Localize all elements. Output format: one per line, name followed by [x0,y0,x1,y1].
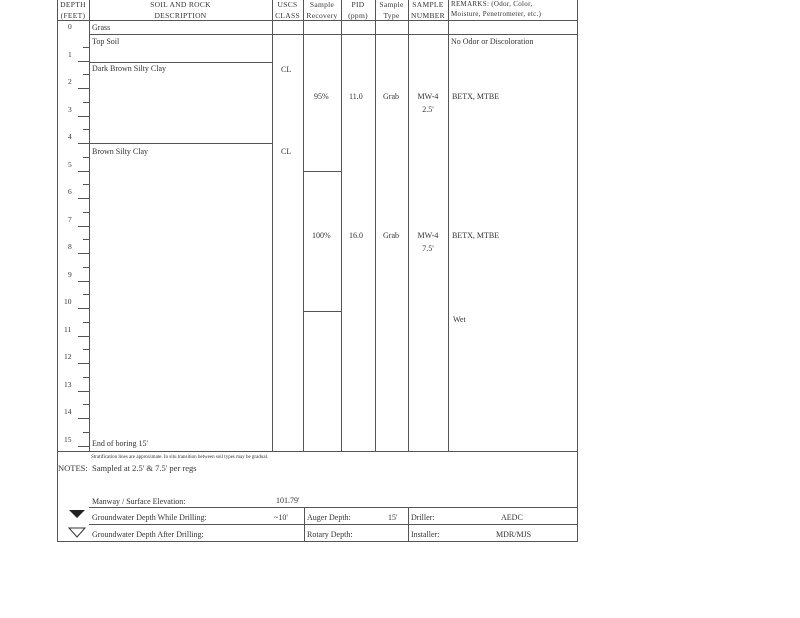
depth-label: 14 [64,407,72,416]
depth-tick-major [78,171,89,172]
depth-tick-minor [83,212,89,213]
notes-text: Sampled at 2.5' & 7.5' per regs [92,463,197,473]
gw-while-label: Groundwater Depth While Drilling: [92,513,207,522]
depth-label: 2 [68,77,72,86]
header-sample-type: Sample Type [379,0,404,20]
border-right [577,0,578,541]
depth-tick-minor [83,404,89,405]
footer-col-b [408,507,409,541]
depth-tick-major [78,418,89,419]
depth-label: 3 [68,104,72,114]
sample2-type: Grab [383,231,399,240]
col-line-pid [375,0,376,451]
depth-tick-minor [83,239,89,240]
elevation-value: 101.79' [276,496,300,505]
depth-tick-minor [83,129,89,130]
depth-tick-minor [83,157,89,158]
col-line-number [448,0,449,451]
header-depth: DEPTH (FEET) [60,0,86,20]
depth-tick-minor [83,377,89,378]
topsoil-bottom-line [89,62,273,63]
depth-tick-minor [83,349,89,350]
sample1-recovery: 95% [314,92,329,101]
installer-label: Installer: [411,530,440,539]
uscs-cl-2: CL [281,147,292,156]
depth-label: 9 [68,269,72,279]
layer-end-of-boring: End of boring 15' [92,439,148,448]
rotary-label: Rotary Depth: [307,530,353,539]
col-line-depth [89,0,90,451]
header-bottom-line [57,20,578,21]
depth-tick-minor [83,47,89,48]
sample1-pid: 11.0 [349,92,363,101]
sample2-number: MW-4 7.5' [417,231,439,253]
sample1-type: Grab [383,92,399,101]
depth-label: 5 [68,159,72,169]
sample2-remarks: BETX, MTBE [452,231,500,240]
depth-label: 10 [64,297,72,306]
depth-label: 7 [68,214,72,224]
footer-col-a [304,507,305,541]
depth-label: 8 [68,242,72,251]
header-sample-number: SAMPLE NUMBER [411,0,445,20]
depth-tick-major [78,116,89,117]
depth-tick-minor [83,322,89,323]
depth-tick-minor [83,102,89,103]
remarks-no-odor: No Odor or Discoloration [451,37,534,46]
sample2-pid: 16.0 [349,231,363,240]
depth-label: 1 [68,49,72,59]
auger-value: 15' [388,513,398,522]
layer-brown-clay: Brown Silty Clay [92,147,149,156]
gw-after-label: Groundwater Depth After Drilling: [92,530,204,539]
depth-tick-major [78,143,89,144]
grass-bottom-line [89,34,578,35]
depth-tick-major [78,391,89,392]
sample1-bottom-line [303,171,342,172]
footer-line-2 [89,524,578,525]
col-line-type [408,0,409,451]
groundwater-after-icon [68,527,86,538]
depth-label: 4 [68,132,72,141]
depth-tick-major [78,446,89,447]
stratification-note: Stratification lines are approximate. In situ transition between soil types may be gradual. [91,455,269,460]
groundwater-while-icon [68,509,86,519]
sample2-recovery: 100% [312,231,331,240]
depth-tick-major [78,61,89,62]
depth-tick-major [78,226,89,227]
layer-grass: Grass [92,23,111,32]
depth-tick-major [78,88,89,89]
driller-label: Driller: [411,513,435,522]
col-line-soil [272,0,273,451]
auger-label: Auger Depth: [307,513,351,522]
layer-dark-brown-clay: Dark Brown Silty Clay [92,64,166,73]
depth-tick-minor [83,432,89,433]
border-left [57,0,58,541]
log-bottom-line [57,451,578,452]
depth-label: 6 [68,187,72,196]
header-pid: PID (ppm) [348,0,368,20]
depth-label: 0 [68,22,72,31]
depth-tick-major [78,253,89,254]
depth-tick-major [78,281,89,282]
depth-tick-major [78,363,89,364]
depth-tick-minor [83,267,89,268]
depth-tick-minor [83,74,89,75]
depth-tick-major [78,198,89,199]
sample2-bottom-line [303,311,342,312]
depth-tick-major [78,336,89,337]
col-line-uscs [303,0,304,451]
depth-tick-minor [83,184,89,185]
depth-label: 13 [64,379,72,389]
header-uscs: USCS CLASS [275,0,300,20]
depth-label: 15 [64,434,72,444]
gw-while-value: ~10' [274,513,288,522]
notes-label: NOTES: [58,463,88,473]
installer-value: MDR/MJS [496,530,532,539]
header-recovery: Sample Recovery [306,0,338,20]
sample1-number: MW-4 2.5' [417,92,439,114]
elevation-label: Manway / Surface Elevation: [92,497,186,506]
footer-line-bottom [57,541,578,542]
depth-label: 11 [64,324,72,334]
layer-topsoil: Top Soil [92,37,120,46]
clay-boundary-line [89,143,273,144]
sample1-remarks: BETX, MTBE [452,92,500,101]
header-remarks: REMARKS: (Odor, Color, Moisture, Penetrometer, etc.) [451,0,542,18]
header-soil: SOIL AND ROCK DESCRIPTION [150,0,211,20]
depth-label: 12 [64,352,72,361]
depth-tick-major [78,308,89,309]
uscs-cl-1: CL [281,65,292,74]
driller-value: AEDC [501,513,523,522]
remarks-wet: Wet [453,315,466,324]
footer-line-1 [89,507,578,508]
depth-tick-minor [83,294,89,295]
col-line-recovery [341,0,342,451]
